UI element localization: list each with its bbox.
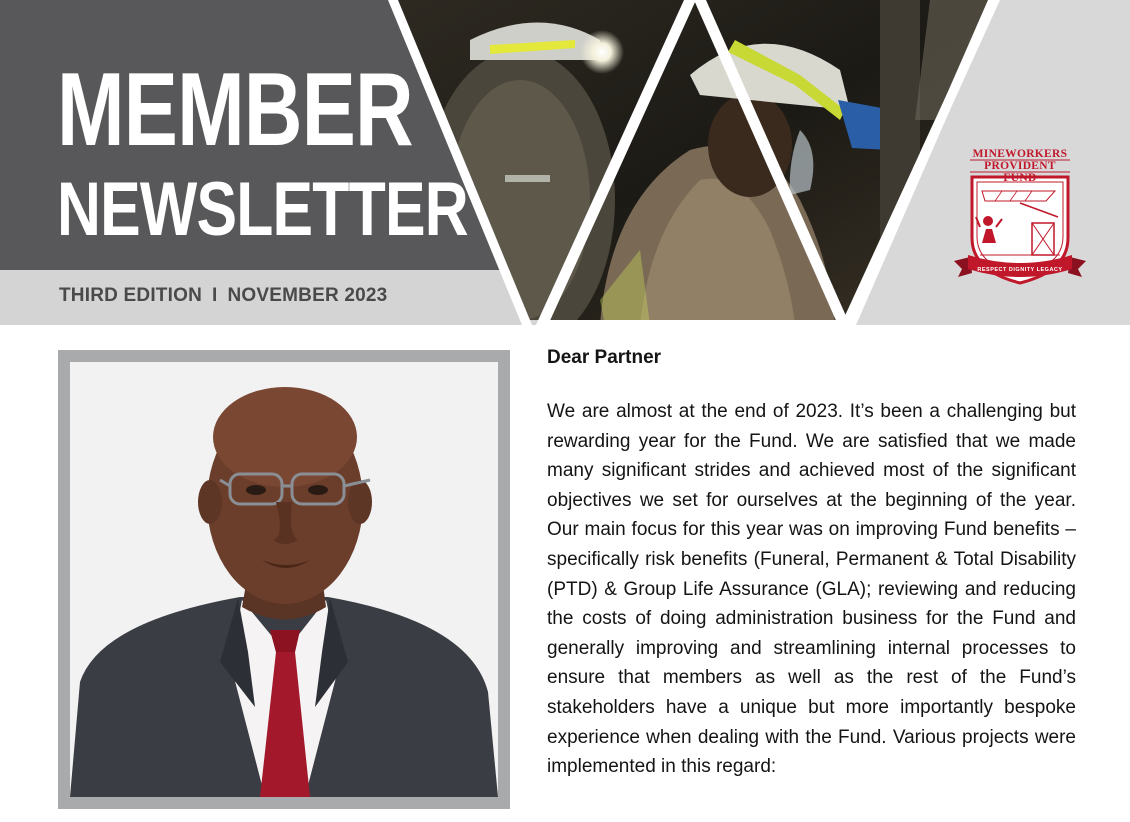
portrait-frame — [58, 350, 510, 809]
newsletter-title-line1: MEMBER — [57, 52, 413, 168]
logo-text-line1: MINEWORKERS — [972, 148, 1068, 160]
letter-body: We are almost at the end of 2023. It’s been a challenging but rewarding year for the Fund. We are satisfied that we made many significant strides and achieved most of the significant objectives we set for ourselves at the beginning of the year. Our main focus for this year was on improving Fund benefits – specifically risk benefits (Funeral, Permanent & Total Disability (PTD) & Group Life Assurance (GLA); reviewing and reducing the costs of doing administration business for the Fund and generally improving and streamlining internal processes to ensure that members as well as the rest of the Fund’s stakeholders have a unique but more importantly bespoke experience when dealing with the Fund. Various projects were implemented in this regard: — [547, 401, 1076, 778]
edition-label: THIRD EDITION — [59, 285, 202, 306]
newsletter-title-line2: NEWSLETTER — [57, 167, 468, 252]
portrait-illustration — [70, 362, 498, 797]
newsletter-banner — [0, 0, 1130, 325]
letter-content — [547, 344, 1076, 782]
fund-logo — [950, 143, 1090, 293]
logo-text-line2: PROVIDENT FUND — [984, 160, 1056, 184]
portrait-photo — [70, 362, 498, 797]
edition-date: NOVEMBER 2023 — [227, 285, 388, 306]
edition-separator: I — [212, 285, 218, 306]
edition-line — [59, 285, 387, 307]
logo-motto: RESPECT DIGNITY LEGACY — [977, 267, 1063, 273]
letter-greeting: Dear Partner — [547, 347, 662, 368]
